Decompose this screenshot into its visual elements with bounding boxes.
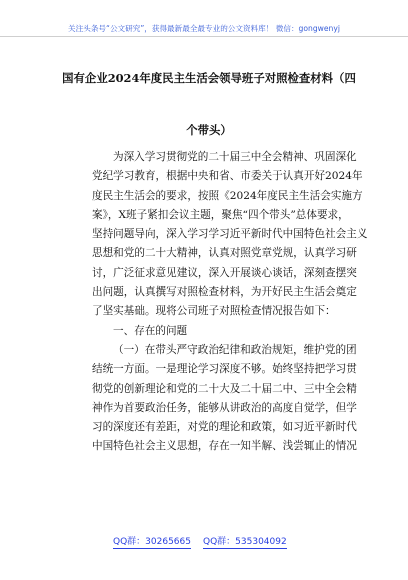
document-body (92, 148, 368, 457)
body-line: 结统一方面。一是理论学习深度不够。始终坚持把学习贯 (92, 363, 357, 376)
body-line: 思想和党的二十大精神，认真对照党章党规，认真学习研 (92, 247, 357, 260)
footer-qq-group-2-link[interactable]: QQ群：535304092 (203, 537, 287, 547)
document-title-line-1: 国有企业2024年度民主生活会领导班子对照检查材料（四 (62, 71, 356, 85)
body-line: 彻党的创新理论和党的二十大及二十届二中、三中全会精 (92, 382, 357, 395)
body-line: 案》，X班子紧扣会议主题，聚焦“四个带头”总体要求， (92, 208, 349, 221)
body-line: 中国特色社会主义思想，存在一知半解、浅尝辄止的情况 (92, 440, 357, 453)
body-line: 坚持问题导向，深入学习学习近平新时代中国特色社会主义 (92, 228, 368, 241)
body-line: 神作为首要政治任务，能够从讲政治的高度自觉学，但学 (92, 401, 357, 414)
body-line: 讨，广泛征求意见建议，深入开展谈心谈话，深刻查摆突 (92, 266, 357, 279)
body-line: 度民主生活会的要求，按照《2024年度民主生活会实施方 (92, 189, 363, 202)
document-title-line-2: 个带头） (186, 123, 232, 137)
body-line: 了坚实基础。现将公司班子对照检查情况报告如下： (92, 305, 336, 318)
body-line: 出问题，认真撰写对照检查材料，为开好民主生活会奠定 (92, 286, 357, 299)
subsection-heading-line: （一）在带头严守政治纪律和政治规矩，维护党的团 (113, 343, 357, 356)
banner-text: 关注头条号“公文研究”，获得最新最全最专业的公文资料库！ 微信：gongwenyj (68, 24, 340, 33)
footer-qq-group-1-link[interactable]: QQ群：30265665 (113, 537, 191, 547)
section-heading: 一、存在的问题 (113, 324, 188, 337)
body-line: 习的深度还有差距，对党的理论和政策，如习近平新时代 (92, 421, 357, 434)
body-line: 为深入学习贯彻党的二十届三中全会精神、巩固深化 (113, 151, 357, 163)
top-banner (0, 0, 408, 37)
footer (0, 536, 408, 556)
body-line: 党纪学习教育，根据中央和省、市委关于认真开好2024年 (92, 170, 363, 183)
